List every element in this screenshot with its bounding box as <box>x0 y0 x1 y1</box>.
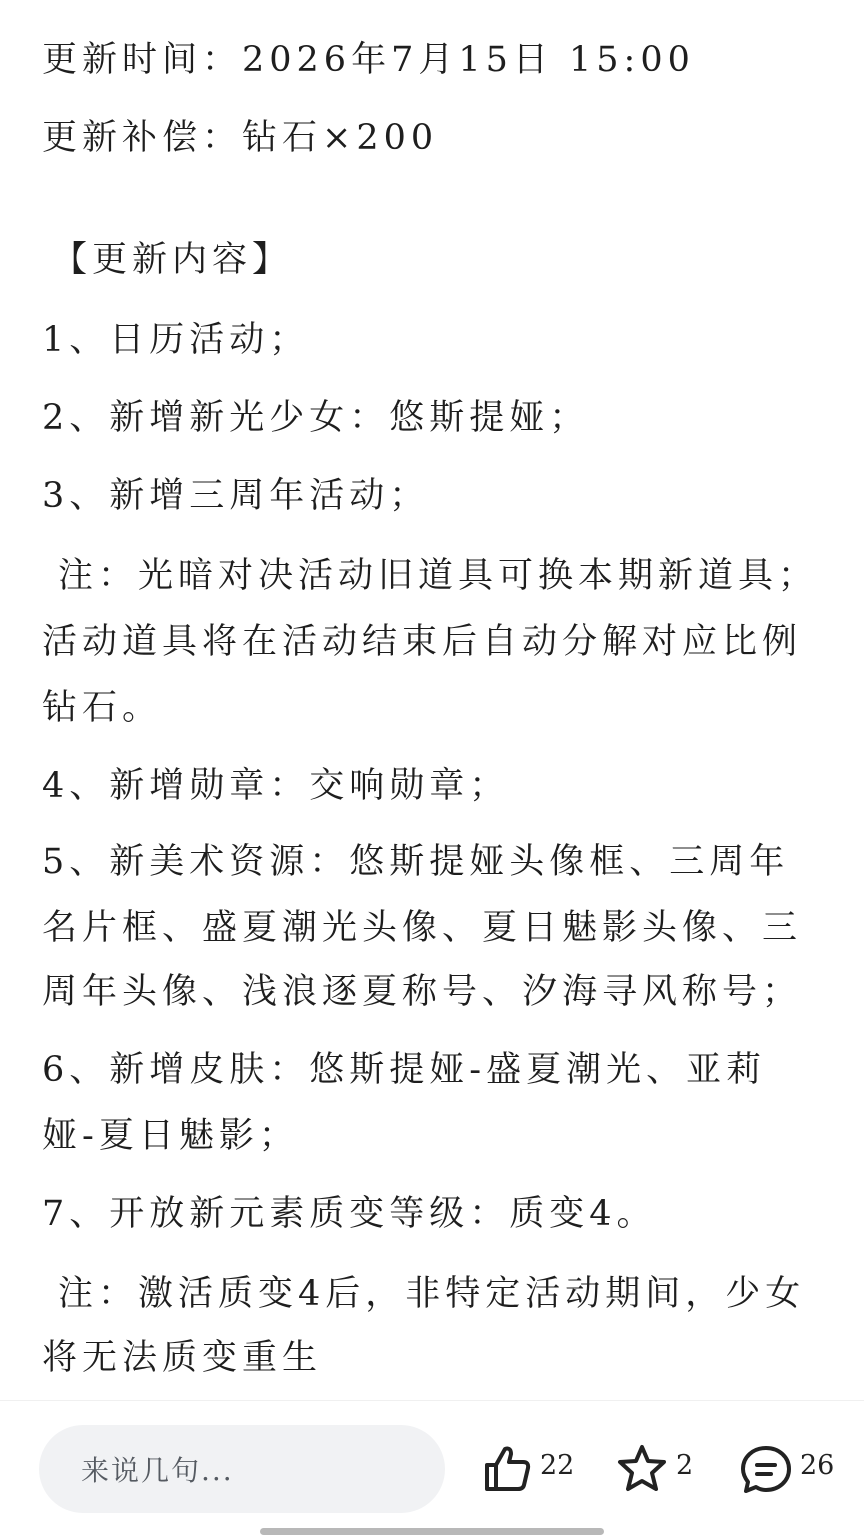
like-button[interactable] <box>482 1441 574 1497</box>
content-line: 3、新增三周年活动； <box>42 476 430 516</box>
star-icon <box>614 1443 670 1495</box>
comment-button[interactable] <box>738 1441 834 1497</box>
content-line: 6、新增皮肤：悠斯提娅-盛夏潮光、亚莉 <box>42 1050 767 1090</box>
content-line: 钻石。 <box>42 688 163 728</box>
comment-bubble-icon <box>738 1443 794 1495</box>
favorite-button[interactable] <box>614 1441 693 1497</box>
content-line: 娅-夏日魅影； <box>42 1116 299 1156</box>
bottom-action-bar <box>0 1400 864 1539</box>
favorite-count: 2 <box>676 1449 694 1481</box>
update-compensation: 更新补偿：钻石×200 <box>42 118 439 158</box>
content-note: 注：光暗对决活动旧道具可换本期新道具； <box>58 556 819 596</box>
update-time: 更新时间：2026年7月15日 15:00 <box>42 40 695 80</box>
content-line: 名片框、盛夏潮光头像、夏日魅影头像、三 <box>42 908 803 948</box>
comment-count: 26 <box>800 1449 835 1481</box>
content-note: 注：激活质变4后，非特定活动期间，少女 <box>58 1274 806 1314</box>
home-indicator[interactable] <box>260 1528 604 1535</box>
content-line: 将无法质变重生 <box>42 1338 323 1378</box>
content-line: 4、新增勋章：交响勋章； <box>42 766 510 806</box>
section-title: 【更新内容】 <box>52 240 293 280</box>
content-line: 活动道具将在活动结束后自动分解对应比例 <box>42 622 803 662</box>
content-line: 2、新增新光少女：悠斯提娅； <box>42 398 590 438</box>
comment-input[interactable]: 来说几句... <box>39 1425 445 1513</box>
content-line: 5、新美术资源：悠斯提娅头像框、三周年 <box>42 842 790 882</box>
like-count: 22 <box>540 1449 575 1481</box>
content-line: 7、开放新元素质变等级：质变4。 <box>42 1194 657 1234</box>
thumbs-up-icon <box>482 1443 534 1495</box>
content-line: 周年头像、浅浪逐夏称号、汐海寻风称号； <box>42 972 803 1012</box>
content-line: 1、日历活动； <box>42 320 310 360</box>
